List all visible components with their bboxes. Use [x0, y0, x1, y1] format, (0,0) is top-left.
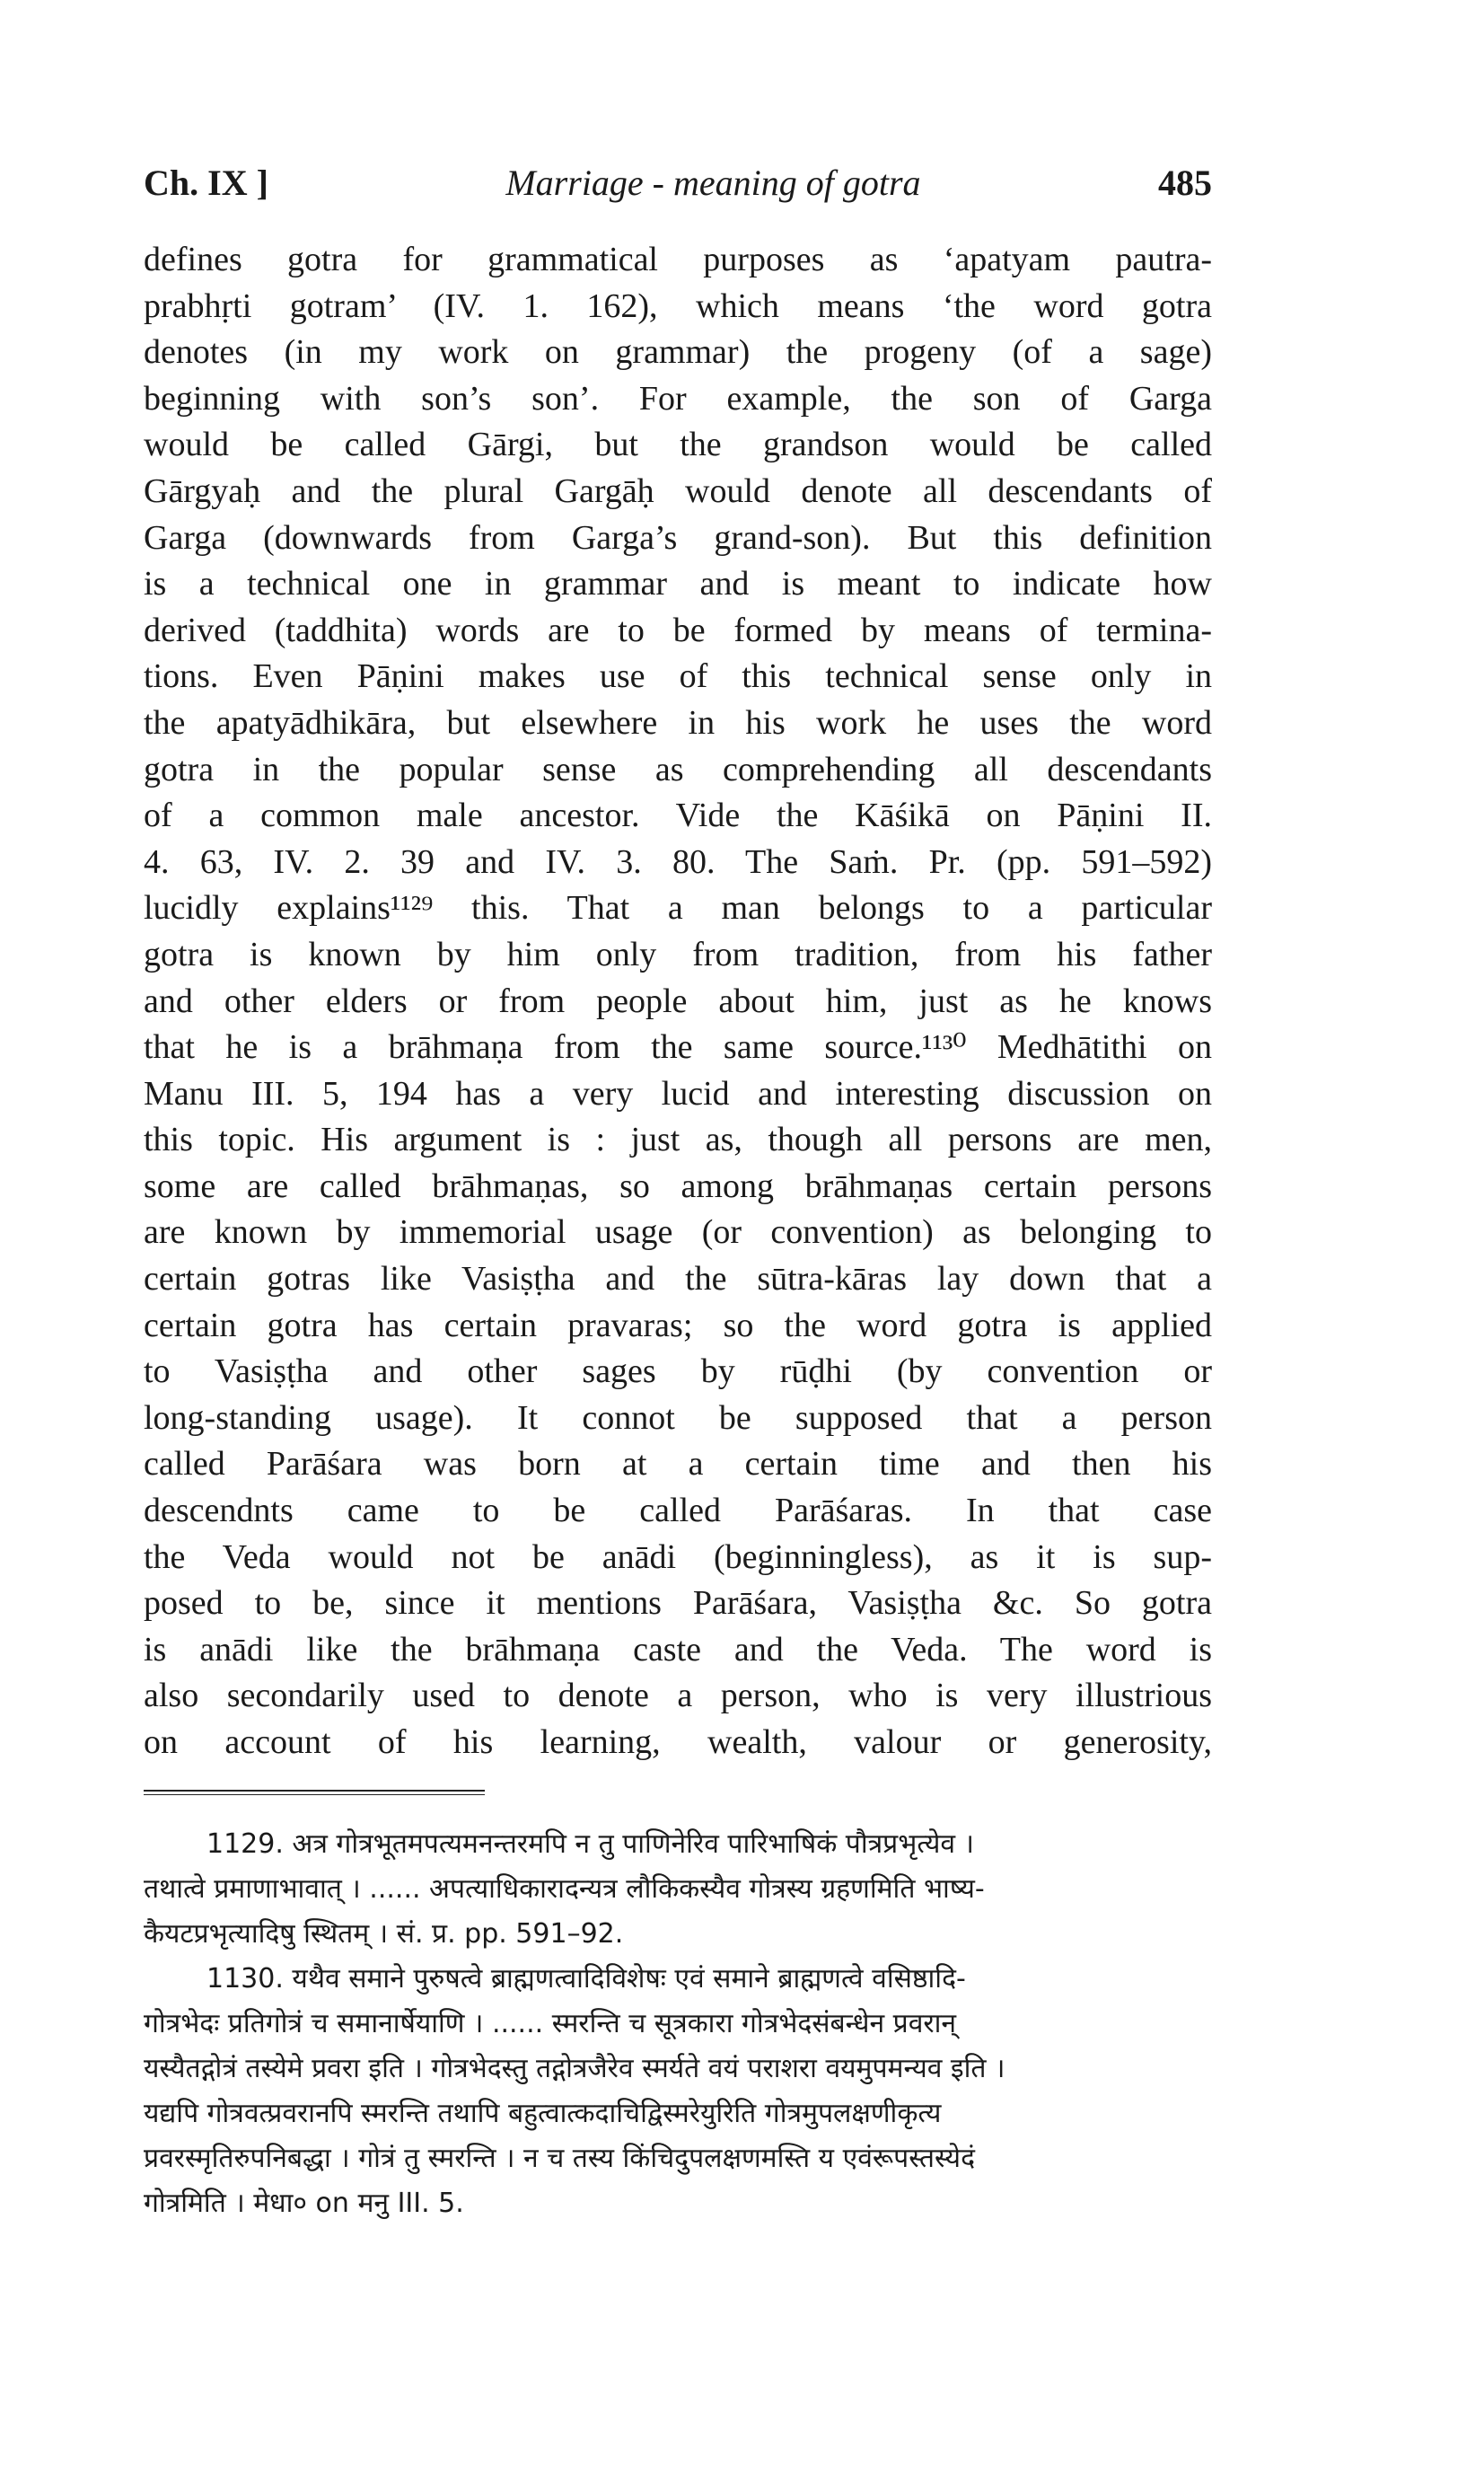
- text-line: are known by immemorial usage (or convention) as belonging to: [144, 1213, 1212, 1252]
- text-line: is a technical one in grammar and is meant to indicate how: [144, 565, 1212, 603]
- text-line: beginning with son’s son’. For example, the son of Garga: [144, 379, 1212, 418]
- text-line: some are called brāhmaṇas, so among brāhmaṇas certain persons: [144, 1167, 1212, 1205]
- text-line: posed to be, since it mentions Parāśara, Vasiṣṭha &c. So gotra: [144, 1584, 1212, 1623]
- chapter-label: Ch. IX ]: [144, 163, 268, 203]
- footnote-line: यद्यपि गोत्रवत्प्रवरानपि स्मरन्ति तथापि बहुत्वात्कदाचिद्विस्मरेयुरिति गोत्रमुपलक्षणीकृत्य: [144, 2097, 942, 2129]
- text-line: also secondarily used to denote a person, who is very illustrious: [144, 1677, 1212, 1715]
- text-line: is anādi like the brāhmaṇa caste and the Veda. The word is: [144, 1630, 1212, 1669]
- text-line: called Parāśara was born at a certain time and then his: [144, 1445, 1212, 1484]
- text-line: certain gotra has certain pravaras; so the word gotra is applied: [144, 1306, 1212, 1344]
- text-line: that he is a brāhmaṇa from the same source.¹¹³⁰ Medhātithi on: [144, 1028, 1212, 1067]
- text-line: would be called Gārgi, but the grandson would be called: [144, 426, 1212, 464]
- body-text: [144, 237, 1212, 1766]
- text-line: Garga (downwards from Garga’s grand-son). But this definition: [144, 518, 1212, 557]
- footnote-line: प्रवरस्मृतिरुपनिबद्धा । गोत्रं तु स्मरन्ति । न च तस्य किंचिदुपलक्षणमस्ति य एवंरूपस्तस्येदं: [144, 2142, 975, 2174]
- footnote-line: 1129. अत्र गोत्रभूतमपत्यमनन्तरमपि न तु पाणिनेरिव पारिभाषिकं पौत्रप्रभृत्येव ।: [206, 1827, 975, 1860]
- footnote-line: तथात्वे प्रमाणाभावात् । ...... अपत्याधिकारादन्यत्र लौकिकस्यैव गोत्रस्य ग्रहणमिति भाष्य-: [144, 1872, 985, 1905]
- text-line: gotra is known by him only from tradition, from his father: [144, 935, 1212, 973]
- text-line: 4. 63, IV. 2. 39 and IV. 3. 80. The Saṁ. Pr. (pp. 591–592): [144, 842, 1212, 881]
- text-line: certain gotras like Vasiṣṭha and the sūtra-kāras lay down that a: [144, 1260, 1212, 1299]
- text-line: defines gotra for grammatical purposes as ‘apatyam pautra-: [144, 241, 1212, 278]
- text-line: descendnts came to be called Parāśaras. In that case: [144, 1492, 1212, 1530]
- text-line: of a common male ancestor. Vide the Kāśikā on Pāṇini II.: [144, 797, 1212, 835]
- text-line: prabhṛti gotram’ (IV. 1. 162), which means ‘the word gotra: [144, 286, 1212, 325]
- text-line: Manu III. 5, 194 has a very lucid and interesting discussion on: [144, 1074, 1212, 1113]
- footnote-line: गोत्रमिति । मेधा० on मनु III. 5.: [144, 2187, 464, 2219]
- footnote-line: यस्यैतद्गोत्रं तस्येमे प्रवरा इति । गोत्रभेदस्तु तद्गोत्रजैरेव स्मर्यते वयं पराशरा वयमुपमन्यव इति ।: [144, 2052, 1005, 2084]
- text-line: the Veda would not be anādi (beginningless), as it is sup-: [144, 1537, 1212, 1576]
- footnotes: [144, 1822, 1212, 2226]
- text-line: Gārgyaḥ and the plural Gargāḥ would denote all descendants of: [144, 471, 1212, 510]
- text-line: and other elders or from people about him, just as he knows: [144, 982, 1212, 1020]
- text-line: this topic. His argument is : just as, though all persons are men,: [144, 1121, 1212, 1159]
- book-page: [144, 162, 1212, 2226]
- page-number: 485: [1158, 163, 1212, 203]
- text-line: the apatyādhikāra, but elsewhere in his work he uses the word: [144, 703, 1212, 742]
- text-line: derived (taddhita) words are to be formed by means of termina-: [144, 611, 1212, 649]
- text-line: to Vasiṣṭha and other sages by rūḍhi (by convention or: [144, 1352, 1212, 1391]
- text-line: on account of his learning, wealth, valour or generosity,: [144, 1723, 1212, 1761]
- running-title: Marriage - meaning of gotra: [505, 163, 921, 203]
- text-line: gotra in the popular sense as comprehending all descendants: [144, 750, 1212, 788]
- footnote-line: 1130. यथैव समाने पुरुषत्वे ब्राह्मणत्वादिविशेषः एवं समाने ब्राह्मणत्वे वसिष्ठादि-: [206, 1962, 966, 1994]
- text-line: lucidly explains¹¹²⁹ this. That a man belongs to a particular: [144, 889, 1212, 928]
- page-header: [144, 162, 1212, 219]
- footnote-rule: [144, 1790, 485, 1795]
- text-line: long-standing usage). It connot be supposed that a person: [144, 1398, 1212, 1437]
- text-line: tions. Even Pāṇini makes use of this technical sense only in: [144, 657, 1212, 696]
- footnote-line: कैयटप्रभृत्यादिषु स्थितम् । सं. प्र. pp. 591–92.: [144, 1917, 624, 1950]
- footnote-separator: [144, 1790, 1212, 1795]
- footnote-line: गोत्रभेदः प्रतिगोत्रं च समानार्षेयाणि । ...... स्मरन्ति च सूत्रकारा गोत्रभेदसंबन्धेन प्रवरान्: [144, 2007, 957, 2039]
- text-line: denotes (in my work on grammar) the progeny (of a sage): [144, 333, 1212, 372]
